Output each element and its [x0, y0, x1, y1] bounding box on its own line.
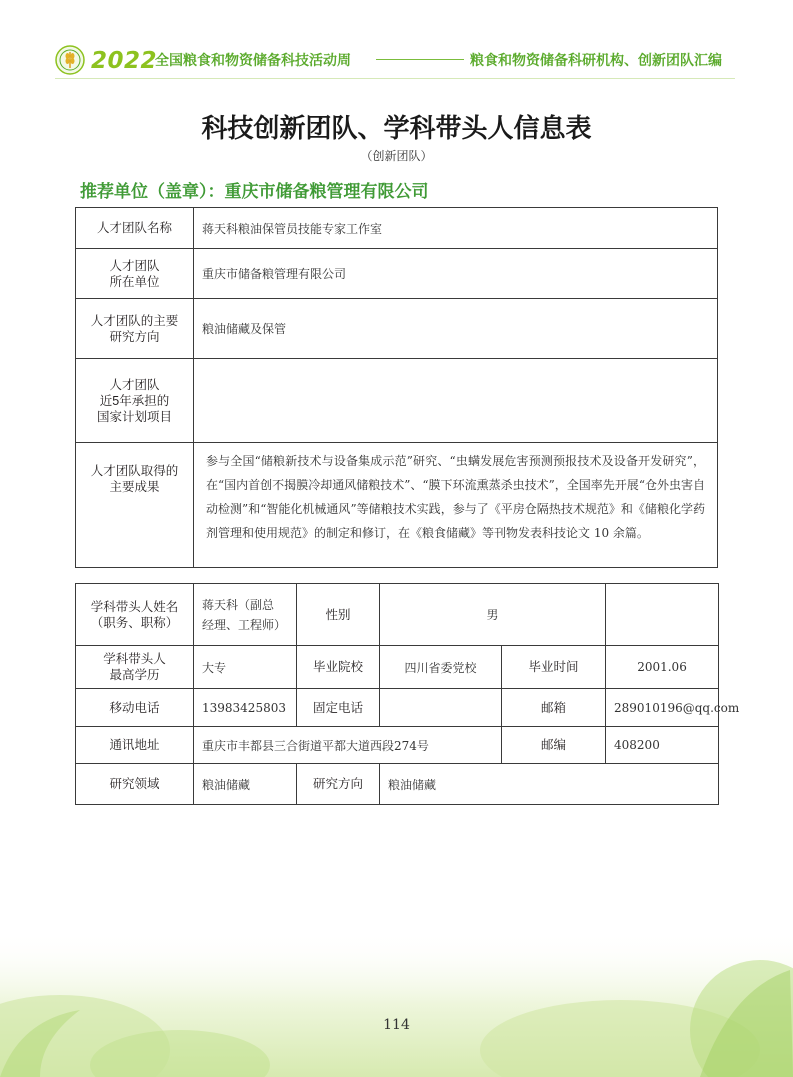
header-year: 2022: [91, 48, 158, 74]
table-row: [76, 689, 719, 727]
research-field-value: 粮油储藏: [194, 764, 297, 805]
graduation-time-label: 毕业时间: [502, 646, 606, 689]
table-row: [76, 249, 718, 299]
postcode-label: 邮编: [502, 727, 606, 764]
graduation-time-value: 2001.06: [606, 646, 719, 689]
team-projects-label: 人才团队 近5年承担的 国家计划项目: [76, 359, 194, 443]
table-row: [76, 584, 719, 646]
gender-value: 男: [380, 584, 606, 646]
page-subtitle: （创新团队）: [360, 149, 433, 163]
email-value: 289010196@qq.com: [606, 689, 719, 727]
mobile-value: 13983425803: [194, 689, 297, 727]
gender-label: 性别: [297, 584, 380, 646]
table-row: [76, 646, 719, 689]
research-direction-label: 研究方向: [297, 764, 380, 805]
landline-label: 固定电话: [297, 689, 380, 727]
education-value: 大专: [194, 646, 297, 689]
team-unit-label: 人才团队 所在单位: [76, 249, 194, 299]
empty-cell: [606, 584, 719, 646]
school-label: 毕业院校: [297, 646, 380, 689]
team-name-label: 人才团队名称: [76, 208, 194, 249]
postcode-value: 408200: [606, 727, 719, 764]
research-field-label: 研究领域: [76, 764, 194, 805]
leader-info-table: [75, 583, 740, 805]
header-rule: [55, 78, 735, 79]
page-title: 科技创新团队、学科带头人信息表: [201, 114, 592, 144]
team-achievements-label: 人才团队取得的 主要成果: [76, 443, 194, 568]
table-row: [76, 208, 718, 249]
team-direction-value: 粮油储藏及保管: [194, 299, 718, 359]
team-info-table: [75, 207, 718, 568]
team-name-value: 蒋天科粮油保管员技能专家工作室: [194, 208, 718, 249]
table-row: [76, 359, 718, 443]
team-direction-label: 人才团队的主要 研究方向: [76, 299, 194, 359]
leader-name-value: 蒋天科（副总 经理、工程师）: [194, 584, 297, 646]
green-leaf-decoration: [0, 930, 793, 1077]
address-value: 重庆市丰都县三合街道平都大道西段274号: [194, 727, 502, 764]
table-row: [76, 443, 718, 568]
landline-value: [380, 689, 502, 727]
header-divider-line: [376, 59, 464, 60]
page-header: [0, 40, 793, 80]
mobile-label: 移动电话: [76, 689, 194, 727]
table-row: [76, 727, 719, 764]
recommending-unit: 推荐单位（盖章）：重庆市储备粮管理有限公司: [80, 182, 429, 202]
education-label: 学科带头人 最高学历: [76, 646, 194, 689]
page-number: 114: [383, 1017, 410, 1033]
grain-emblem-icon: [55, 45, 85, 75]
email-label: 邮箱: [502, 689, 606, 727]
leader-name-label: 学科带头人姓名 （职务、职称）: [76, 584, 194, 646]
table-row: [76, 299, 718, 359]
school-value: 四川省委党校: [380, 646, 502, 689]
research-direction-value: 粮油储藏: [380, 764, 719, 805]
team-unit-value: 重庆市储备粮管理有限公司: [194, 249, 718, 299]
team-projects-value: [194, 359, 718, 443]
address-label: 通讯地址: [76, 727, 194, 764]
header-event-title: 全国粮食和物资储备科技活动周: [155, 53, 351, 69]
team-achievements-value: 参与全国“储粮新技术与设备集成示范”研究、“虫螨发展危害预测预报技术及设备开发研究”，在“国内首创不揭膜冷却通风储粮技术”、“膜下环流熏蒸杀虫技术”，全国率先开展“仓外虫害自动检测”和“智能化机械通风”等储粮技术实践，参与了《平房仓隔热技术规范》和《储粮化学药剂管理和使用规范》的制定和修订，在《粮食储藏》等刊物发表科技论文 10 余篇。: [194, 443, 718, 568]
header-book-title: 粮食和物资储备科研机构、创新团队汇编: [470, 53, 722, 69]
table-row: [76, 764, 719, 805]
